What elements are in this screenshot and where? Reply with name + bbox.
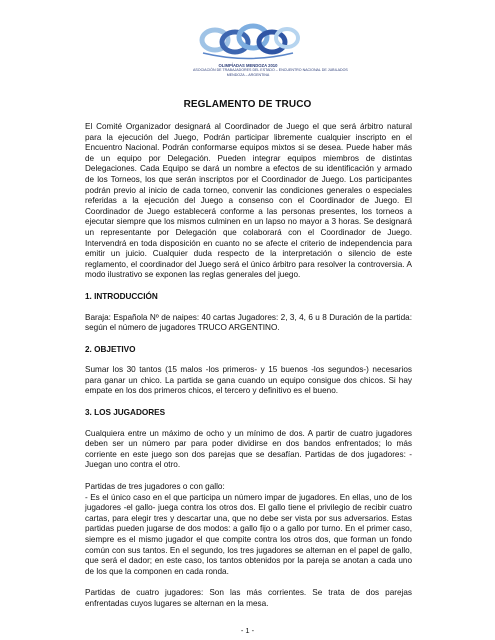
section-heading-objetivo: 2. OBJETIVO (85, 344, 136, 354)
section-heading-introduccion: 1. INTRODUCCIÓN (85, 291, 158, 301)
document-title: REGLAMENTO DE TRUCO (183, 99, 312, 110)
section-paragraph: Partidas de cuatro jugadores: Son las más corrientes. Se trata de dos parejas enfrentadas cuyos lugares se alternan en la mesa. (85, 588, 412, 608)
section-paragraph: Baraja: Española Nº de naipes: 40 cartas Jugadores: 2, 3, 4, 6 u 8 Duración de la partida: según el número de jugadores TRUCO ARGENTINO. (85, 312, 412, 333)
section-paragraph: - Es el único caso en el que participa un número impar de jugadores. En ellas, uno de los jugadores -el gallo- juega contra los otros dos. El gallo tiene el privilegio de recibir cuatro cartas, para elegir tres y descartar una, que no debe ser vista por sus adversarios. Estas partidas pueden jugarse de dos modos: a gallo fijo o a gallo por turno. En el primer caso, siempre es el mismo jugador el que compite contra los otros dos, que forman un fondo común con sus tantos. En el segundo, los tres jugadores se alternan en el papel de gallo, que será el dador; en este caso, los tantos obtenidos por la pareja se anotan a cada uno de los que la componen en cada ronda. (85, 492, 412, 576)
section-heading-jugadores: 3. LOS JUGADORES (85, 408, 166, 418)
page-number: - 1 - (240, 626, 255, 635)
logo-text-secondary: ASOCIACIÓN DE TRABAJADORES DEL ESTADO – ENCUENTRO NACIONAL DE JUBILADOS (193, 68, 348, 73)
section-paragraph: Sumar los 30 tantos (15 malos -los primeros- y 15 buenos -los segundos-) necesarios para ganar un chico. La partida se gana cuando un equipo consigue dos chicos. Si hay empate en los dos primeros chicos, el tercero y definitivo es el bueno. (85, 365, 412, 396)
document-body (85, 122, 412, 621)
intro-paragraph: El Comité Organizador designará al Coordinador de Juego el que será árbitro natural para la ejecución del Juego, Podrán participar libremente cualquier inscripto en el Encuentro Nacional. Podrán conformarse equipos mixtos si se desea. Puede haber más de un equipo por Delegación. Pueden integrar equipos miembros de distintas Delegaciones. Cada Equipo se dará un nombre a efectos de su identificación y armado de los Torneos, los que serán inscriptos por el Coordinador de Juego. Los participantes podrán previo al inicio de cada torneo, convenir las condiciones generales o especiales referidas a la ejecución del Juego a consenso con el Coordinador de Juego. El Coordinador de Juego establecerá conforme a las personas presentes, los torneos a ejecutar siempre que los mismos culminen en un lapso no mayor a 3 horas. Se designará un representante por Delegación que colaborará con el Coordinador de Juego. Intervendrá en toda disposición en cuanto no se afecte el criterio de independencia para emitir un juicio. Cualquier duda respecto de la interpretación o silencio de este reglamento, el coordinador del Juego será el único árbitro para resolver la controversia. A modo ilustrativo se exponen las reglas generales del juego. (85, 122, 412, 280)
section-paragraph: Partidas de tres jugadores o con gallo: (85, 482, 225, 492)
logo-text-primary: OLIMPÍADAS MENDOZA 2010 (218, 63, 278, 68)
section-paragraph: Cualquiera entre un máximo de ocho y un mínimo de dos. A partir de cuatro jugadores deben ser un número par para poder dividirse en dos bandos enfrentados; lo más corriente en este juego son dos parejas que se desafían. Partidas de dos jugadores: - Juegan uno contra el otro. (85, 428, 412, 470)
logo-text-tertiary: MENDOZA – ARGENTINA (226, 72, 270, 77)
event-logo (193, 20, 348, 82)
rings-logo-icon (193, 20, 303, 64)
